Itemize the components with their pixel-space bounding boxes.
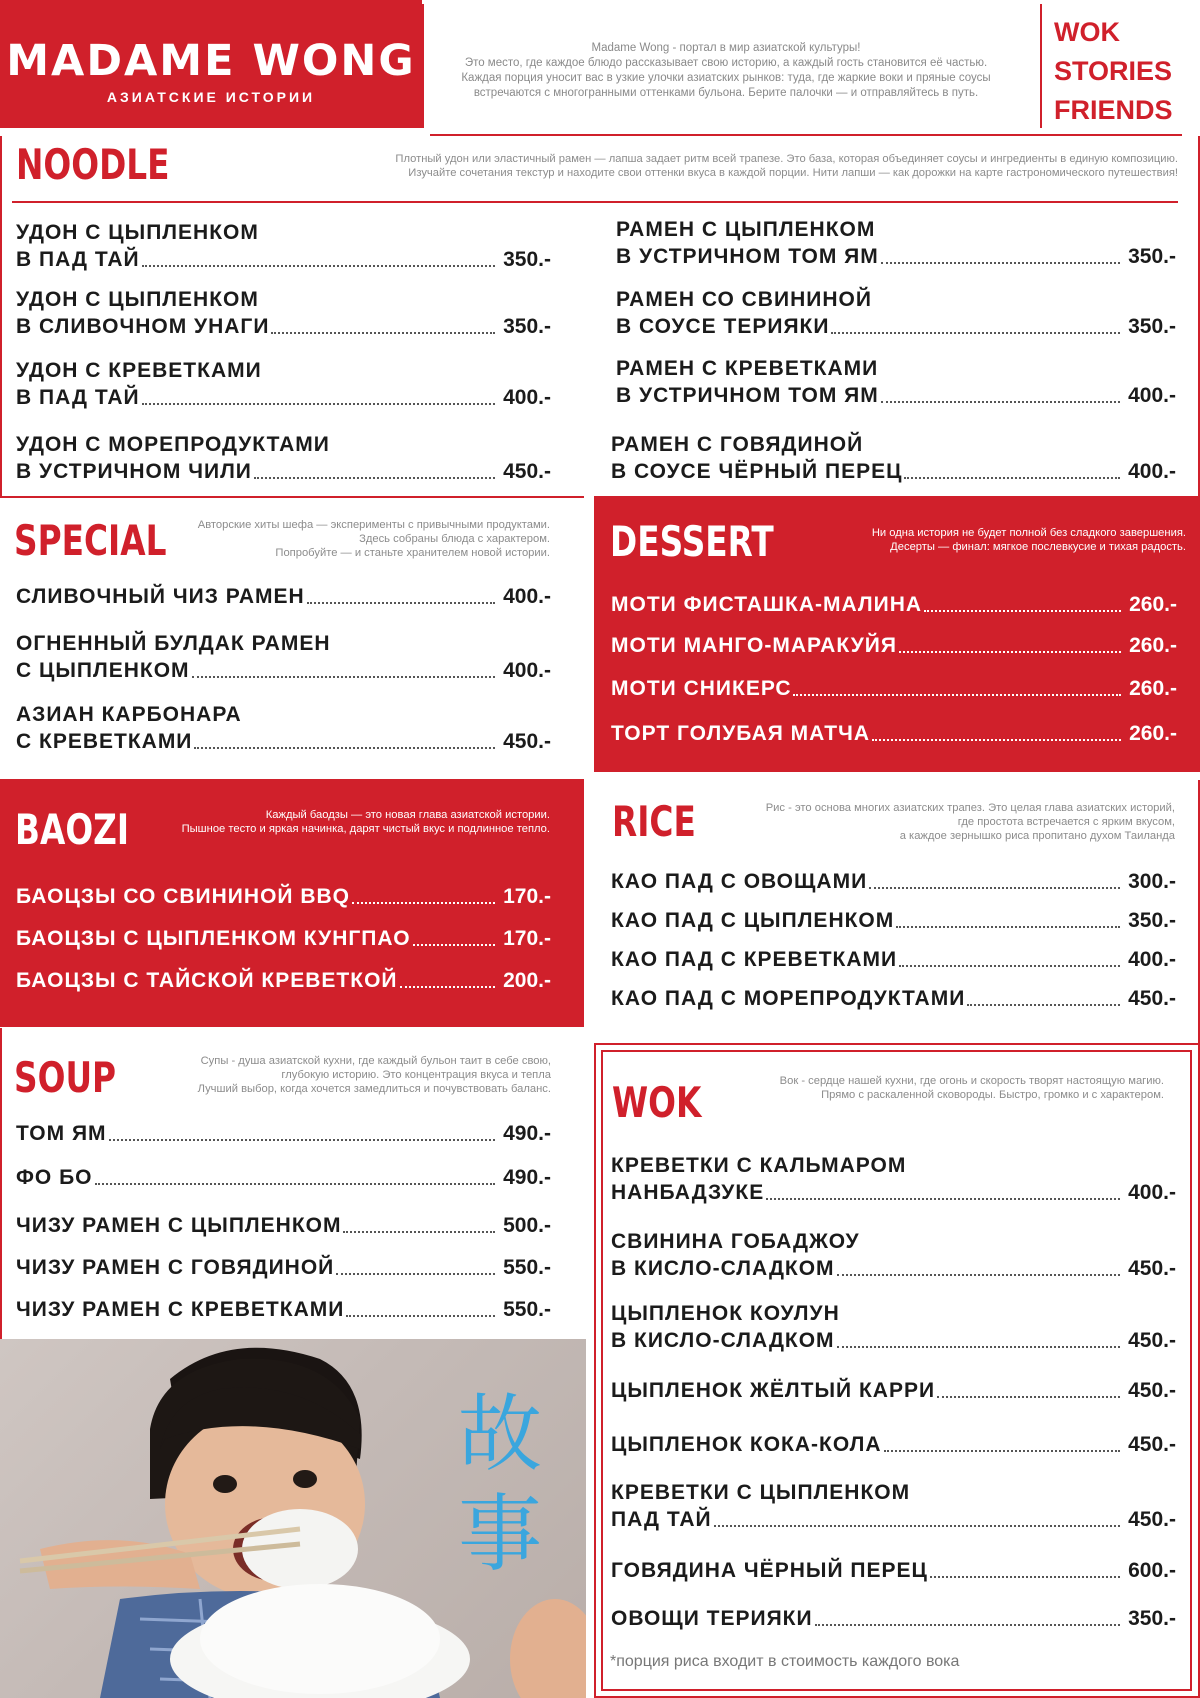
noodle-desc-line: Изучайте сочетания текстур и находите свои оттенки вкуса в каждой порции. Нити лапши — как дорожки на карте гастрономического путешествия! — [408, 167, 1178, 179]
item-name: В СЛИВОЧНОМ УНАГИ — [16, 315, 270, 338]
menu-item-dessert-2 — [611, 632, 1177, 659]
item-price: 260.- — [1129, 593, 1177, 616]
special-title: SPECIAL — [14, 516, 167, 565]
item-name: ЧИЗУ РАМЕН С КРЕВЕТКАМИ — [16, 1298, 345, 1321]
menu-item-noodle-7 — [616, 355, 1176, 409]
item-price: 350.- — [503, 315, 551, 338]
item-price: 400.- — [503, 659, 551, 682]
menu-item-rice-2 — [611, 907, 1176, 934]
dessert-title: DESSERT — [610, 517, 774, 566]
item-name: ОГНЕННЫЙ БУЛДАК РАМЕН — [16, 632, 331, 655]
dessert-desc-line: Ни одна история не будет полной без сладкого завершения. — [871, 527, 1186, 539]
intro-line: Каждая порция уносит вас в узкие улочки азиатских рынков: туда, где жаркие воки и пряные соусы — [461, 72, 991, 84]
item-name: МОТИ СНИКЕРС — [611, 677, 792, 700]
item-price: 400.- — [1128, 384, 1176, 407]
dot-leader — [837, 1346, 1121, 1348]
dessert-desc-line: Десерты — финал: мягкое послевкусие и тихая радость. — [890, 541, 1186, 553]
kanji-story — [458, 1384, 542, 1584]
baozi-desc-line: Каждый баодзы — это новая глава азиатской истории. — [265, 809, 550, 821]
menu-item-wok-8 — [611, 1605, 1176, 1632]
item-name: УДОН С ЦЫПЛЕНКОМ — [16, 221, 259, 244]
item-price: 490.- — [503, 1122, 551, 1145]
header-divider — [422, 4, 424, 128]
soup-description — [121, 1054, 551, 1096]
wok-title: WOK — [612, 1078, 702, 1127]
item-name: НАНБАДЗУКЕ — [611, 1181, 765, 1204]
item-name: КАО ПАД С МОРЕПРОДУКТАМИ — [611, 987, 966, 1010]
item-name: ТОМ ЯМ — [16, 1122, 107, 1145]
item-name: В КИСЛО-СЛАДКОМ — [611, 1257, 835, 1280]
menu-item-noodle-2 — [16, 286, 551, 340]
dot-leader — [336, 1273, 495, 1275]
item-price: 500.- — [503, 1214, 551, 1237]
menu-item-wok-4 — [611, 1377, 1176, 1404]
dot-leader — [899, 651, 1121, 653]
item-price: 170.- — [503, 927, 551, 950]
slogan-divider — [1040, 4, 1042, 128]
dot-leader — [142, 403, 496, 405]
noodle-title: NOODLE — [16, 140, 170, 189]
item-price: 400.- — [1128, 460, 1176, 483]
rice-desc-line: где простота встречается с ярким вкусом, — [957, 816, 1175, 828]
baozi-description — [130, 808, 550, 836]
rice-desc-line: Рис - это основа многих азиатских трапез. Это целая глава азиатских историй, — [765, 802, 1175, 814]
menu-item-rice-4 — [611, 985, 1176, 1012]
wok-desc-line: Прямо с раскаленной сковороды. Быстро, громко и с характером. — [821, 1089, 1164, 1101]
menu-item-noodle-5 — [616, 216, 1176, 270]
menu-item-noodle-6 — [616, 286, 1176, 340]
dot-leader — [413, 944, 496, 946]
item-price: 170.- — [503, 885, 551, 908]
dot-leader — [896, 926, 1120, 928]
item-price: 350.- — [1128, 909, 1176, 932]
menu-item-soup-2 — [16, 1164, 551, 1191]
item-price: 260.- — [1129, 722, 1177, 745]
item-name: ОВОЩИ ТЕРИЯКИ — [611, 1607, 813, 1630]
brand-name: MADAME WONG — [6, 36, 416, 86]
dot-leader — [872, 739, 1121, 741]
slogan-line: WOK — [1054, 17, 1120, 47]
item-name: ГОВЯДИНА ЧЁРНЫЙ ПЕРЕЦ — [611, 1559, 928, 1582]
item-name: ЦЫПЛЕНОК ЖЁЛТЫЙ КАРРИ — [611, 1379, 936, 1402]
dot-leader — [95, 1183, 496, 1185]
dot-leader — [192, 676, 496, 678]
item-price: 350.- — [1128, 315, 1176, 338]
item-name: ЦЫПЛЕНОК КОКА-КОЛА — [611, 1433, 882, 1456]
item-price: 490.- — [503, 1166, 551, 1189]
item-name: ЧИЗУ РАМЕН С ГОВЯДИНОЙ — [16, 1256, 335, 1279]
wok-footnote: *порция риса входит в стоимость каждого вока — [610, 1653, 960, 1670]
special-desc-line: Здесь собраны блюда с характером. — [359, 533, 550, 545]
dot-leader — [271, 332, 495, 334]
item-name: ЧИЗУ РАМЕН С ЦЫПЛЕНКОМ — [16, 1214, 342, 1237]
item-price: 300.- — [1128, 870, 1176, 893]
soup-desc-line: Супы - душа азиатской кухни, где каждый бульон таит в себе свою, — [200, 1055, 551, 1067]
menu-item-noodle-8 — [611, 431, 1176, 485]
item-name: БАОЦЗЫ С ТАЙСКОЙ КРЕВЕТКОЙ — [16, 969, 398, 992]
soup-left-border — [0, 1028, 2, 1340]
wok-description — [684, 1074, 1164, 1102]
menu-item-wok-2 — [611, 1228, 1176, 1282]
slogan-line: FRIENDS — [1054, 95, 1173, 125]
menu-item-special-2 — [16, 630, 551, 684]
dot-leader — [924, 610, 1121, 612]
item-name: С КРЕВЕТКАМИ — [16, 730, 193, 753]
item-name: В УСТРИЧНОМ ТОМ ЯМ — [616, 245, 879, 268]
dot-leader — [793, 694, 1121, 696]
item-price: 450.- — [1128, 1433, 1176, 1456]
special-desc-line: Авторские хиты шефа — эксперименты с привычными продуктами. — [197, 519, 550, 531]
dot-leader — [343, 1231, 495, 1233]
item-price: 350.- — [1128, 245, 1176, 268]
dot-leader — [352, 902, 495, 904]
intro-line: Madame Wong - портал в мир азиатской культуры! — [591, 42, 861, 54]
soup-title: SOUP — [14, 1053, 117, 1102]
rice-title: RICE — [612, 797, 696, 846]
item-price: 400.- — [503, 585, 551, 608]
item-name: УДОН С ЦЫПЛЕНКОМ — [16, 288, 259, 311]
slogan-line: STORIES — [1054, 56, 1173, 86]
special-description — [150, 518, 550, 560]
dot-leader — [899, 965, 1120, 967]
menu-item-dessert-4 — [611, 720, 1177, 747]
item-name: В СОУСЕ ТЕРИЯКИ — [616, 315, 830, 338]
menu-item-wok-7 — [611, 1557, 1176, 1584]
dessert-description — [766, 526, 1186, 554]
item-price: 450.- — [1128, 1379, 1176, 1402]
item-name: В ПАД ТАЙ — [16, 386, 140, 409]
dot-leader — [930, 1576, 1120, 1578]
noodle-underline — [12, 201, 1178, 203]
header-underline — [430, 134, 1182, 136]
item-price: 450.- — [1128, 987, 1176, 1010]
baozi-title: BAOZI — [15, 805, 130, 854]
dot-leader — [194, 747, 495, 749]
menu-item-wok-5 — [611, 1431, 1176, 1458]
item-name: КРЕВЕТКИ С КАЛЬМАРОМ — [611, 1154, 907, 1177]
menu-item-dessert-1 — [611, 591, 1177, 618]
item-name: КРЕВЕТКИ С ЦЫПЛЕНКОМ — [611, 1481, 911, 1504]
menu-item-soup-4 — [16, 1254, 551, 1281]
item-price: 200.- — [503, 969, 551, 992]
item-name: С ЦЫПЛЕНКОМ — [16, 659, 190, 682]
dot-leader — [142, 265, 496, 267]
item-price: 400.- — [503, 386, 551, 409]
item-price: 260.- — [1129, 677, 1177, 700]
dot-leader — [815, 1624, 1121, 1626]
menu-item-baozi-1 — [16, 883, 551, 910]
menu-item-rice-1 — [611, 868, 1176, 895]
item-name: ЦЫПЛЕНОК КОУЛУН — [611, 1302, 840, 1325]
item-price: 450.- — [503, 730, 551, 753]
soup-desc-line: Лучший выбор, когда хочется замедлиться и почувствовать баланс. — [197, 1083, 551, 1095]
item-name: РАМЕН С ЦЫПЛЕНКОМ — [616, 218, 876, 241]
wok-inner-frame — [601, 1050, 1192, 1691]
intro-line: встречаются с многогранными оттенками бульона. Берите палочки — и отправляйтесь в путь. — [473, 87, 979, 99]
item-name: КАО ПАД С КРЕВЕТКАМИ — [611, 948, 898, 971]
item-name: БАОЦЗЫ СО СВИНИНОЙ BBQ — [16, 885, 350, 908]
item-price: 400.- — [1128, 1181, 1176, 1204]
item-name: ТОРТ ГОЛУБАЯ МАТЧА — [611, 722, 871, 745]
menu-item-noodle-3 — [16, 357, 551, 411]
noodle-left-border — [0, 136, 2, 496]
item-name: СЛИВОЧНЫЙ ЧИЗ РАМЕН — [16, 585, 305, 608]
rice-desc-line: а каждое зернышко риса пропитано духом Таиланда — [899, 830, 1175, 842]
item-price: 260.- — [1129, 634, 1177, 657]
special-desc-line: Попробуйте — и станьте хранителем новой истории. — [275, 547, 550, 559]
wok-desc-line: Вок - сердце нашей кухни, где огонь и скорость творят настоящую магию. — [779, 1075, 1164, 1087]
dot-leader — [881, 262, 1120, 264]
menu-item-special-1 — [16, 583, 551, 610]
dot-leader — [346, 1315, 495, 1317]
baozi-block — [0, 779, 584, 1027]
item-name: УДОН С КРЕВЕТКАМИ — [16, 359, 262, 382]
dot-leader — [109, 1139, 496, 1141]
menu-item-noodle-4 — [16, 431, 551, 485]
menu-item-soup-1 — [16, 1120, 551, 1147]
brand-tagline: АЗИАТСКИЕ ИСТОРИИ — [106, 89, 316, 105]
item-price: 350.- — [503, 248, 551, 271]
item-price: 550.- — [503, 1298, 551, 1321]
item-price: 350.- — [1128, 1607, 1176, 1630]
item-price: 550.- — [503, 1256, 551, 1279]
menu-item-wok-6 — [611, 1479, 1176, 1533]
item-name: В УСТРИЧНОМ ТОМ ЯМ — [616, 384, 879, 407]
item-name: В КИСЛО-СЛАДКОМ — [611, 1329, 835, 1352]
kanji-char: 事 — [458, 1485, 543, 1583]
item-name: В СОУСЕ ЧЁРНЫЙ ПЕРЕЦ — [611, 460, 903, 483]
item-price: 450.- — [503, 460, 551, 483]
menu-item-wok-3 — [611, 1300, 1176, 1354]
dessert-block — [594, 496, 1200, 772]
item-price: 450.- — [1128, 1508, 1176, 1531]
menu-item-soup-3 — [16, 1212, 551, 1239]
slogan — [1054, 13, 1173, 130]
menu-item-special-3 — [16, 701, 551, 755]
item-name: МОТИ ФИСТАШКА-МАЛИНА — [611, 593, 923, 616]
item-name: В ПАД ТАЙ — [16, 248, 140, 271]
item-name: ПАД ТАЙ — [611, 1508, 712, 1531]
item-name: КАО ПАД С ОВОЩАМИ — [611, 870, 868, 893]
item-name: УДОН С МОРЕПРОДУКТАМИ — [16, 433, 330, 456]
menu-item-baozi-3 — [16, 967, 551, 994]
rice-description — [655, 801, 1175, 843]
special-top-border — [0, 496, 584, 498]
menu-item-wok-1 — [611, 1152, 1176, 1206]
menu-item-baozi-2 — [16, 925, 551, 952]
dot-leader — [307, 602, 495, 604]
dot-leader — [869, 887, 1120, 889]
menu-item-dessert-3 — [611, 675, 1177, 702]
noodle-desc-line: Плотный удон или эластичный рамен — лапша задает ритм всей трапезе. Это база, которая объединяет соусы и ингредиенты в единую композицию. — [395, 153, 1178, 165]
dot-leader — [766, 1198, 1120, 1200]
intro-text — [430, 41, 1022, 101]
kanji-char: 故 — [458, 1385, 543, 1483]
dot-leader — [904, 477, 1120, 479]
dot-leader — [884, 1450, 1121, 1452]
item-price: 600.- — [1128, 1559, 1176, 1582]
dot-leader — [400, 986, 496, 988]
noodle-description — [278, 152, 1178, 180]
item-name: В УСТРИЧНОМ ЧИЛИ — [16, 460, 252, 483]
baozi-desc-line: Пышное тесто и яркая начинка, дарят чистый вкус и подлинное тепло. — [181, 823, 550, 835]
item-name: РАМЕН С КРЕВЕТКАМИ — [616, 357, 879, 380]
dot-leader — [881, 401, 1120, 403]
menu-item-soup-5 — [16, 1296, 551, 1323]
item-price: 450.- — [1128, 1329, 1176, 1352]
item-name: СВИНИНА ГОБАДЖОУ — [611, 1230, 860, 1253]
item-price: 400.- — [1128, 948, 1176, 971]
item-name: РАМЕН С ГОВЯДИНОЙ — [611, 433, 864, 456]
dot-leader — [254, 477, 495, 479]
menu-item-noodle-1 — [16, 219, 551, 273]
item-name: БАОЦЗЫ С ЦЫПЛЕНКОМ КУНГПАО — [16, 927, 411, 950]
menu-item-rice-3 — [611, 946, 1176, 973]
dot-leader — [831, 332, 1120, 334]
intro-line: Это место, где каждое блюдо рассказывает свою историю, а каждый гость становится её частью. — [464, 57, 988, 69]
dot-leader — [967, 1004, 1120, 1006]
item-name: АЗИАН КАРБОНАРА — [16, 703, 242, 726]
item-price: 450.- — [1128, 1257, 1176, 1280]
item-name: МОТИ МАНГО-МАРАКУЙЯ — [611, 634, 897, 657]
item-name: ФО БО — [16, 1166, 93, 1189]
soup-desc-line: глубокую историю. Это концентрация вкуса и тепла — [281, 1069, 551, 1081]
dot-leader — [714, 1525, 1121, 1527]
item-name: РАМЕН СО СВИНИНОЙ — [616, 288, 872, 311]
dot-leader — [937, 1396, 1120, 1398]
logo-block — [0, 0, 422, 128]
dot-leader — [837, 1274, 1121, 1276]
item-name: КАО ПАД С ЦЫПЛЕНКОМ — [611, 909, 895, 932]
